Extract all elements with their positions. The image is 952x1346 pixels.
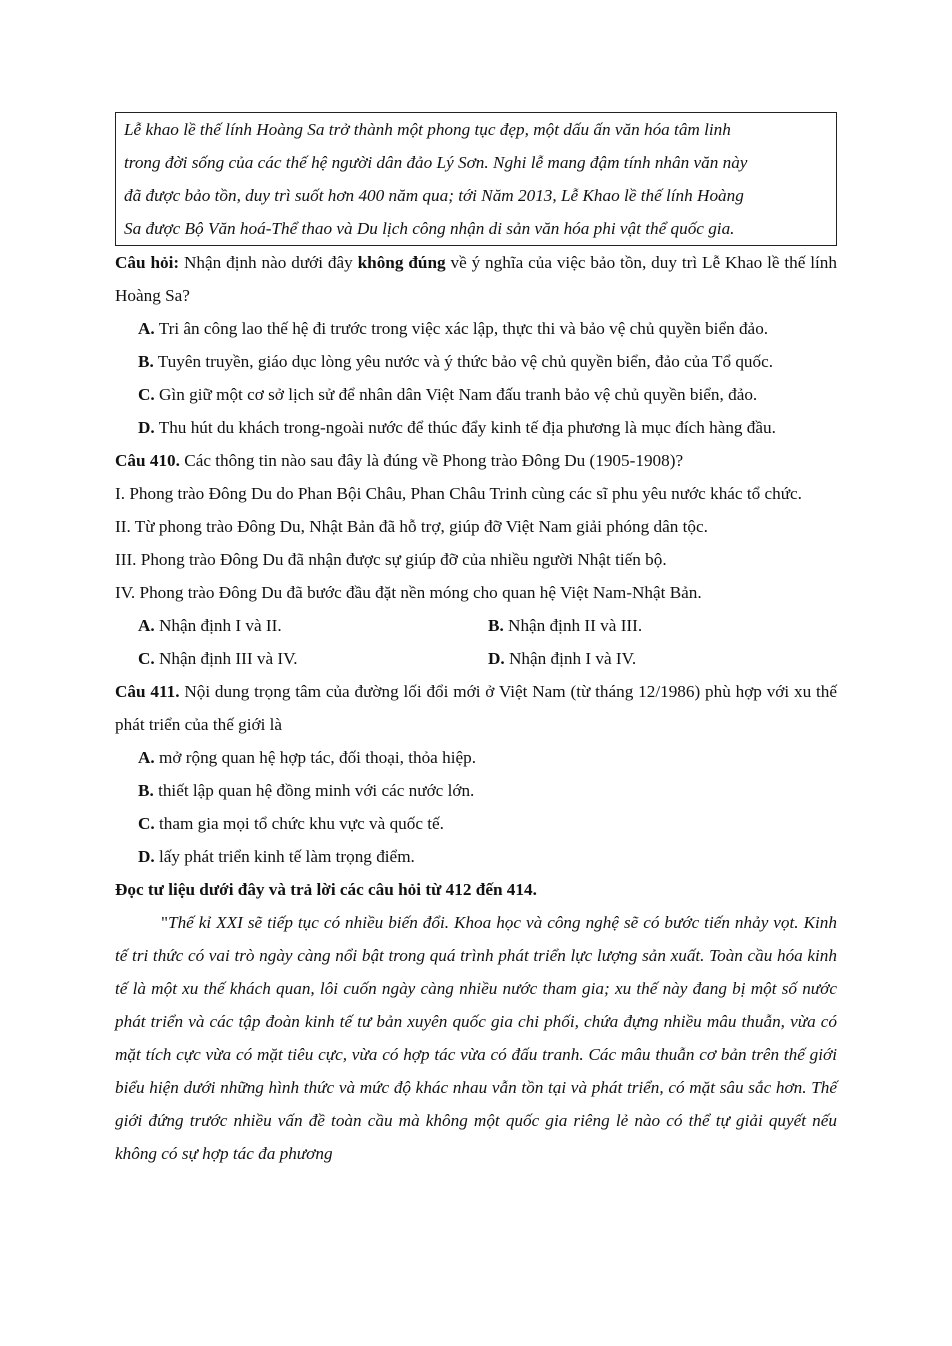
option-key: C. <box>138 649 155 668</box>
question-410 <box>115 444 837 477</box>
statement: III. Phong trào Đông Du đã nhận được sự giúp đỡ của nhiều người Nhật tiến bộ. <box>115 550 667 569</box>
option-key: D. <box>138 847 155 866</box>
passage-box <box>115 112 837 246</box>
option-key: A. <box>138 748 155 767</box>
option-key: D. <box>138 418 155 437</box>
quote-mark: " <box>161 913 169 932</box>
option-key: D. <box>487 649 505 668</box>
quote-text: Thế kỉ XXI sẽ tiếp tục có nhiều biến đổi. Khoa học và công nghệ sẽ có bước tiến nhảy vọt. Kinh tế tri thức có vai trò ngày càng nổi bật trong quá trình phát triển lực lượng sản xuất. Toàn cầu hóa kinh tế là một xu thế khách quan, lôi cuốn ngày càng nhiều nước tham gia; xu thế này đang bị một số nước phát triển và các tập đoàn kinh tế tư bản xuyên quốc gia chi phối, chứa đựng nhiều mâu thuẫn, vừa có mặt tích cực vừa có mặt tiêu cực, vừa có hợp tác vừa có đấu tranh. Các mâu thuẫn cơ bản trên thế giới biểu hiện dưới những hình thức và mức độ khác nhau vẫn tồn tại và phát triển, có mặt sâu sắc hơn. Thế giới đứng trước nhiều vấn đề toàn cầu mà không một quốc gia riêng lẻ nào có thể tự giải quyết nếu không có sự hợp tác đa phương <box>115 913 837 1163</box>
option-c <box>115 807 837 840</box>
question-label: Câu 411. <box>115 682 180 701</box>
option-key: A. <box>138 616 155 635</box>
option-text: Nhận định III và IV. <box>154 649 298 668</box>
option-a <box>115 609 488 642</box>
question-label: Câu hỏi: <box>115 253 180 272</box>
statement: IV. Phong trào Đông Du đã bước đầu đặt nền móng cho quan hệ Việt Nam-Nhật Bản. <box>115 583 702 602</box>
options-row <box>115 609 837 642</box>
option-text: Gìn giữ một cơ sở lịch sử để nhân dân Việt Nam đấu tranh bảo vệ chủ quyền biển, đảo. <box>154 385 758 404</box>
question-409 <box>115 246 837 312</box>
option-text: lấy phát triển kinh tế làm trọng điểm. <box>154 847 415 866</box>
option-key: B. <box>487 616 504 635</box>
option-key: B. <box>138 352 154 371</box>
option-c <box>115 378 837 411</box>
option-key: B. <box>138 781 154 800</box>
option-text: thiết lập quan hệ đồng minh với các nước lớn. <box>153 781 475 800</box>
question-emphasis: không đúng <box>357 253 446 272</box>
option-a <box>115 741 837 774</box>
question-text: Các thông tin nào sau đây là đúng về Phong trào Đông Du (1905-1908)? <box>179 451 684 470</box>
option-text: tham gia mọi tổ chức khu vực và quốc tế. <box>154 814 444 833</box>
question-411 <box>115 675 837 741</box>
passage-line: Sa được Bộ Văn hoá-Thể thao và Du lịch công nhận di sản văn hóa phi vật thể quốc gia. <box>124 219 735 238</box>
statement: I. Phong trào Đông Du do Phan Bội Châu, Phan Châu Trinh cùng các sĩ phu yêu nước khác tổ chức. <box>115 484 802 503</box>
option-text: mở rộng quan hệ hợp tác, đối thoại, thỏa hiệp. <box>154 748 476 767</box>
option-key: A. <box>138 319 155 338</box>
question-text: Nội dung trọng tâm của đường lối đổi mới ở Việt Nam (từ tháng 12/1986) phù hợp với xu thế phát triển của thế giới là <box>115 682 837 734</box>
reading-quote <box>115 906 837 1170</box>
passage-line: đã được bảo tồn, duy trì suốt hơn 400 năm qua; tới Năm 2013, Lễ Khao lề thế lính Hoàng <box>124 186 744 205</box>
option-key: C. <box>138 385 155 404</box>
option-d <box>115 840 837 873</box>
option-a <box>115 312 837 345</box>
option-b <box>488 609 837 642</box>
question-text: Nhận định nào dưới đây <box>179 253 358 272</box>
option-c <box>115 642 488 675</box>
options-row <box>115 642 837 675</box>
option-d <box>115 411 837 444</box>
passage-line: Lễ khao lề thế lính Hoàng Sa trở thành một phong tục đẹp, một dấu ấn văn hóa tâm linh <box>124 120 731 139</box>
passage-line: trong đời sống của các thế hệ người dân đảo Lý Sơn. Nghi lễ mang đậm tính nhân văn này <box>124 153 748 172</box>
option-text: Nhận định II và III. <box>503 616 643 635</box>
statement: II. Từ phong trào Đông Du, Nhật Bản đã hỗ trợ, giúp đỡ Việt Nam giải phóng dân tộc. <box>115 517 708 536</box>
option-text: Nhận định I và II. <box>154 616 282 635</box>
question-label: Câu 410. <box>115 451 180 470</box>
document-page <box>115 112 837 1170</box>
question-text: về ý nghĩa của việc bảo tồn, duy trì Lễ Khao lề thế lính Hoàng Sa? <box>115 253 837 305</box>
option-text: Tuyên truyền, giáo dục lòng yêu nước và ý thức bảo vệ chủ quyền biển, đảo của Tổ quốc. <box>153 352 774 371</box>
option-b <box>115 774 837 807</box>
option-d <box>488 642 837 675</box>
option-b <box>115 345 837 378</box>
option-text: Nhận định I và IV. <box>504 649 637 668</box>
option-text: Thu hút du khách trong-ngoài nước để thúc đẩy kinh tế địa phương là mục đích hàng đầu. <box>154 418 776 437</box>
reading-heading: Đọc tư liệu dưới đây và trả lời các câu hỏi từ 412 đến 414. <box>115 880 537 899</box>
option-key: C. <box>138 814 155 833</box>
option-text: Tri ân công lao thế hệ đi trước trong việc xác lập, thực thi và bảo vệ chủ quyền biển đảo. <box>154 319 769 338</box>
